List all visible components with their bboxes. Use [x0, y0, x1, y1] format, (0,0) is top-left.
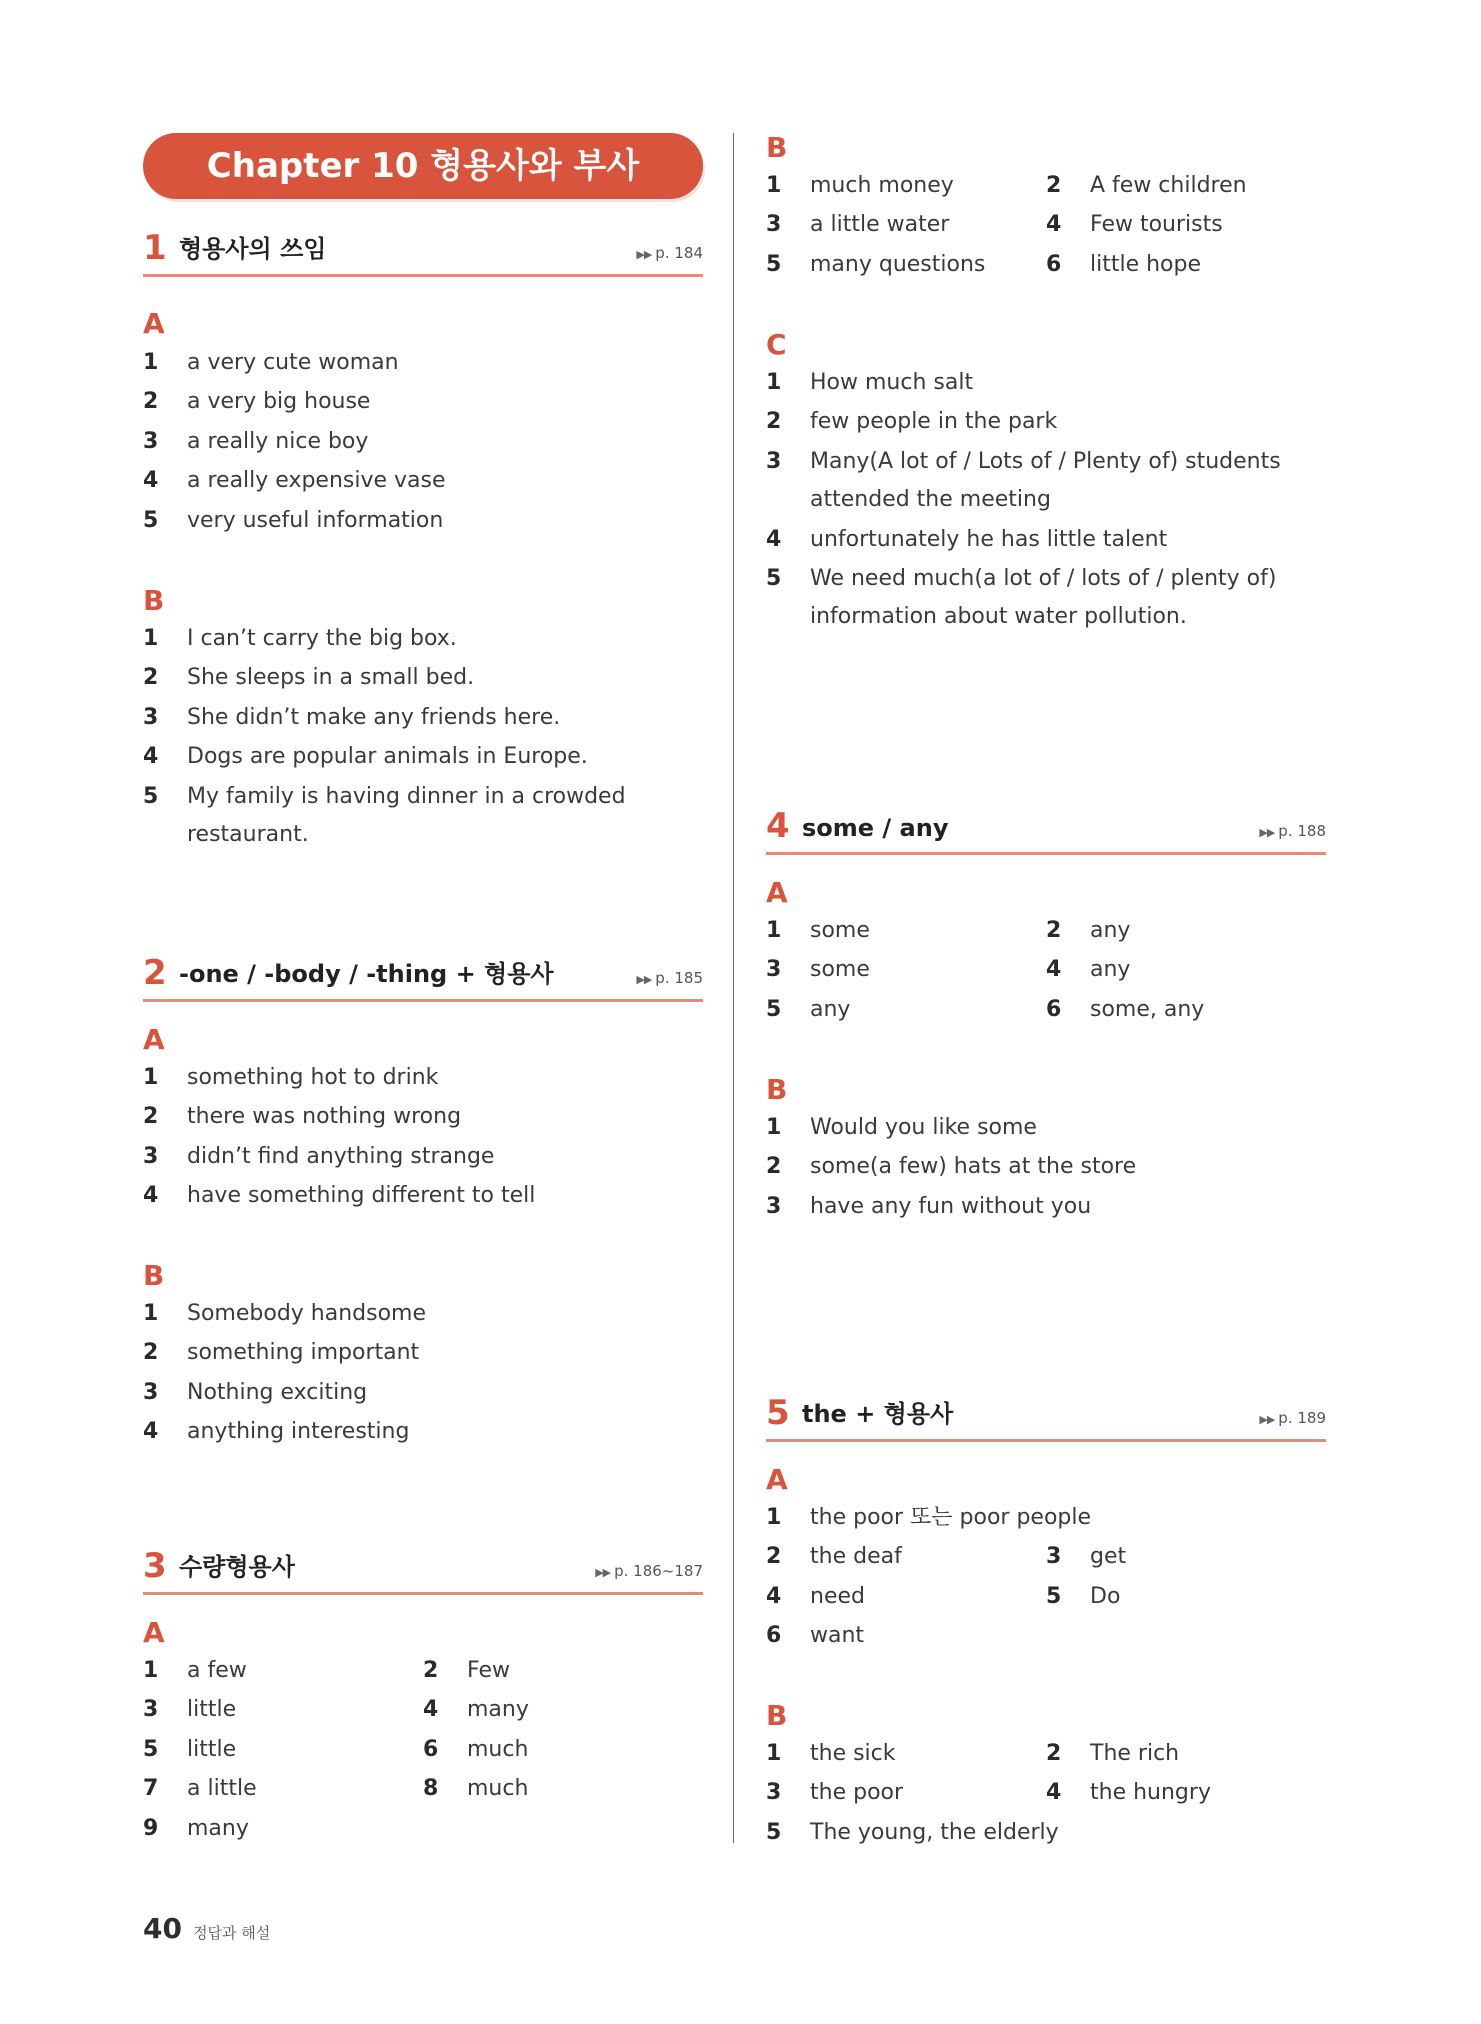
section-4-header	[766, 808, 1326, 855]
page-number: 40	[143, 1912, 182, 1945]
column-divider	[733, 133, 734, 1843]
section-title: the + 형용사	[802, 1400, 954, 1428]
section-2-header	[143, 955, 703, 1002]
part-label: B	[766, 1699, 788, 1732]
page-reference: ▶▶ p. 188	[1259, 822, 1326, 840]
part-label: A	[766, 1463, 788, 1496]
arrow-icon: ▶▶	[636, 973, 652, 986]
section-1-header	[143, 230, 703, 277]
page-reference: ▶▶ p. 184	[636, 244, 703, 262]
page-reference: ▶▶ p. 189	[1259, 1409, 1326, 1427]
part-label: B	[143, 584, 165, 617]
footer-text: 정답과 해설	[193, 1924, 271, 1942]
part-label: B	[143, 1259, 165, 1292]
page-footer	[143, 1912, 270, 1945]
section-title: some / any	[802, 814, 949, 842]
section-number: 2	[143, 953, 167, 993]
part-label: A	[143, 307, 165, 340]
arrow-icon: ▶▶	[595, 1566, 611, 1579]
section-number: 1	[143, 228, 167, 268]
section-number: 3	[143, 1546, 167, 1586]
section-title: 수량형용사	[179, 1553, 295, 1581]
part-label: B	[766, 1073, 788, 1106]
section-5-header	[766, 1395, 1326, 1442]
part-label: A	[143, 1616, 165, 1649]
section-number: 4	[766, 806, 790, 846]
part-label: B	[766, 131, 788, 164]
arrow-icon: ▶▶	[1259, 1413, 1275, 1426]
part-label: A	[143, 1023, 165, 1056]
page-reference: ▶▶ p. 185	[636, 969, 703, 987]
part-label: A	[766, 876, 788, 909]
section-number: 5	[766, 1393, 790, 1433]
section-title: -one / -body / -thing + 형용사	[179, 960, 554, 988]
arrow-icon: ▶▶	[636, 248, 652, 261]
section-title: 형용사의 쓰임	[179, 235, 327, 263]
page-reference: ▶▶ p. 186~187	[595, 1562, 703, 1580]
section-3-header	[143, 1548, 703, 1595]
chapter-title: Chapter 10 형용사와 부사	[143, 133, 703, 199]
arrow-icon: ▶▶	[1259, 826, 1275, 839]
part-label: C	[766, 328, 787, 361]
